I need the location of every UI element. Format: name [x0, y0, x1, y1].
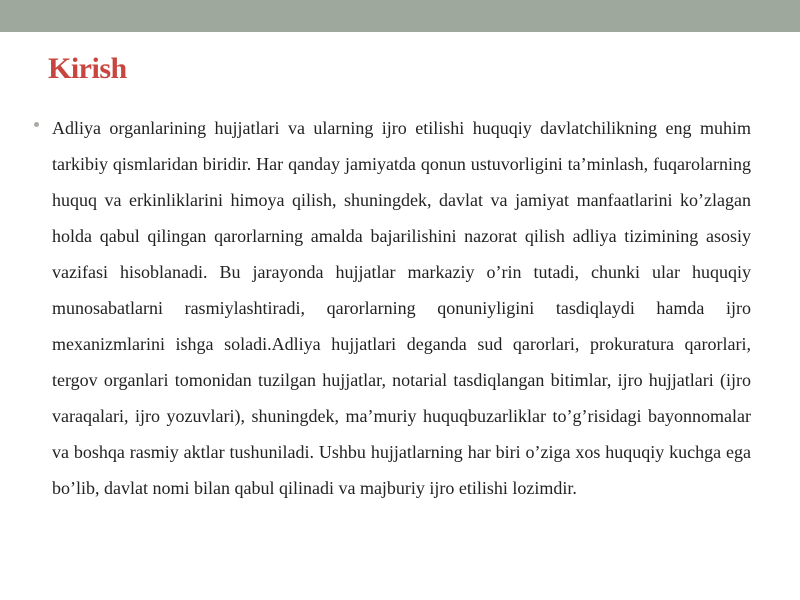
- slide-body: [52, 110, 751, 506]
- slide-title: Kirish: [48, 52, 127, 85]
- bullet-icon: [34, 122, 39, 127]
- bullet-item: [52, 110, 751, 506]
- top-decorative-bar: [0, 0, 800, 32]
- bullet-paragraph: Adliya organlarining hujjatlari va ularning ijro etilishi huquqiy davlatchilikning eng muhim tarkibiy qismlaridan biridir. Har qanday jamiyatda qonun ustuvorligini ta’minlash, fuqarolarning huquq va erkinliklarini himoya qilish, shuningdek, davlat va jamiyat manfaatlarini ko’zlagan holda qabul qilingan qarorlarning amalda bajarilishini nazorat qilish adliya tizimining asosiy vazifasi hisoblanadi. Bu jarayonda hujjatlar markaziy o’rin tutadi, chunki ular huquqiy munosabatlarni rasmiylashtiradi, qarorlarning qonuniyligini tasdiqlaydi hamda ijro mexanizmlarini ishga soladi.Adliya hujjatlari deganda sud qarorlari, prokuratura qarorlari, tergov organlari tomonidan tuzilgan hujjatlar, notarial tasdiqlangan bitimlar, ijro hujjatlari (ijro varaqalari, ijro yozuvlari), shuningdek, ma’muriy huquqbuzarliklar to’g’risidagi bayonnomalar va boshqa rasmiy aktlar tushuniladi. Ushbu hujjatlarning har biri o’ziga xos huquqiy kuchga ega bo’lib, davlat nomi bilan qabul qilinadi va majburiy ijro etilishi lozimdir.: [52, 118, 751, 498]
